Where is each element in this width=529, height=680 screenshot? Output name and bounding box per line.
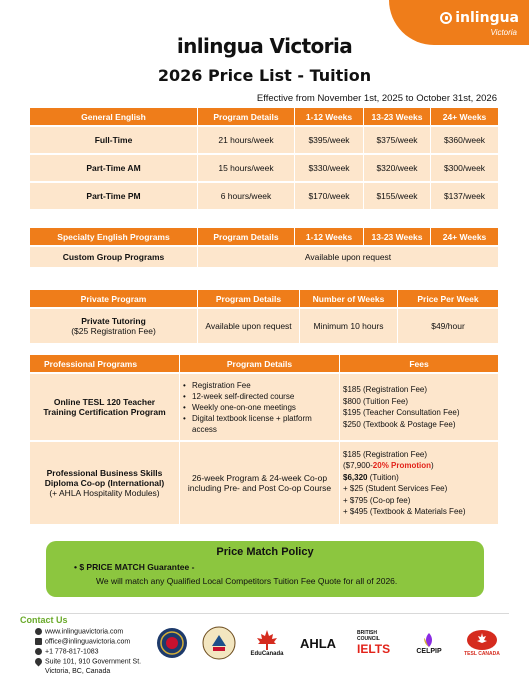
fee-line bbox=[343, 460, 495, 472]
corner-logo bbox=[440, 10, 519, 26]
row-label: Full-Time bbox=[30, 127, 198, 155]
fee-line: + $495 (Textbook & Materials Fee) bbox=[343, 507, 466, 516]
table-cell: Available upon request bbox=[198, 247, 498, 269]
program-name: Diploma Co-op (International) bbox=[44, 478, 165, 488]
header-cell: 13-23 Weeks bbox=[364, 108, 431, 127]
program-details: 26-week Program & 24-week Co-op including Pre- and Post Co-op Course bbox=[180, 442, 340, 526]
languages-canada-seal-logo bbox=[155, 623, 189, 663]
email-text[interactable]: office@inlinguavictoria.com bbox=[45, 638, 131, 646]
tesl-canada-text: TESL CANADA bbox=[464, 651, 500, 657]
list-item: • Digital textbook license + platform access bbox=[183, 413, 336, 435]
header-cell: 1-12 Weeks bbox=[295, 108, 364, 127]
program-name: Training Certification Program bbox=[43, 407, 166, 417]
phone-icon bbox=[35, 648, 42, 655]
celpip-logo bbox=[411, 623, 447, 663]
header-cell: Program Details bbox=[198, 228, 295, 247]
program-name-sub: (+ AHLA Hospitality Modules) bbox=[49, 488, 160, 498]
table-cell: $375/week bbox=[364, 127, 431, 155]
fee-tuition-label: (Tuition) bbox=[367, 472, 399, 482]
location-pin-icon bbox=[34, 657, 44, 667]
contact-phone bbox=[35, 648, 99, 655]
row-label: Custom Group Programs bbox=[30, 247, 198, 269]
corner-logo-text: inlingua bbox=[455, 10, 519, 26]
header-cell: Price Per Week bbox=[398, 290, 498, 309]
specialty-english-table bbox=[30, 228, 498, 269]
general-english-table bbox=[30, 108, 498, 211]
globe-icon bbox=[35, 628, 42, 635]
contact-website[interactable] bbox=[35, 628, 123, 635]
table-row bbox=[30, 183, 498, 211]
ielts-text: IELTS bbox=[357, 642, 391, 656]
header-cell: Fees bbox=[340, 355, 498, 374]
effective-date: Effective from November 1st, 2025 to October 31st, 2026 bbox=[256, 93, 497, 104]
bc-education-seal-logo bbox=[201, 623, 237, 663]
row-label-main: Private Tutoring bbox=[81, 316, 146, 326]
program-details bbox=[180, 374, 340, 442]
header-cell: 13-23 Weeks bbox=[364, 228, 431, 247]
policy-guarantee-text: $ PRICE MATCH Guarantee - bbox=[79, 562, 195, 572]
table-header-row bbox=[30, 290, 498, 309]
mail-icon bbox=[35, 638, 42, 645]
header-cell: Private Program bbox=[30, 290, 198, 309]
ielts-logo bbox=[357, 623, 397, 663]
program-name: Professional Business Skills bbox=[46, 468, 163, 478]
edu-canada-text: EduCanada bbox=[250, 651, 284, 657]
header-cell: 24+ Weeks bbox=[431, 108, 498, 127]
policy-title: Price Match Policy bbox=[216, 546, 314, 558]
header-cell: General English bbox=[30, 108, 198, 127]
header-cell: Program Details bbox=[198, 290, 300, 309]
brand-title: inlingua Victoria bbox=[176, 34, 353, 58]
table-cell: Minimum 10 hours bbox=[300, 309, 398, 345]
private-program-table bbox=[30, 290, 498, 345]
table-row bbox=[30, 309, 498, 345]
row-label bbox=[30, 309, 198, 345]
fee-line: $800 (Tuition Fee) bbox=[343, 396, 409, 406]
fee-line: $185 (Registration Fee) bbox=[343, 449, 428, 459]
table-cell: $300/week bbox=[431, 155, 498, 183]
price-match-policy bbox=[46, 541, 484, 597]
edu-canada-logo bbox=[247, 623, 287, 663]
list-item: • Weekly one-on-one meetings bbox=[183, 402, 336, 413]
fee-line: $250 (Textbook & Postage Fee) bbox=[343, 419, 456, 429]
table-cell: $137/week bbox=[431, 183, 498, 211]
fee-line: + $795 (Co-op fee) bbox=[343, 495, 411, 505]
header-cell: Specialty English Programs bbox=[30, 228, 198, 247]
address-line-1: Suite 101, 910 Government St. bbox=[45, 658, 142, 666]
row-label: Part-Time AM bbox=[30, 155, 198, 183]
table-cell: $320/week bbox=[364, 155, 431, 183]
header-cell: Program Details bbox=[198, 108, 295, 127]
contact-address bbox=[35, 658, 141, 665]
table-cell: $395/week bbox=[295, 127, 364, 155]
contact-title: Contact Us bbox=[20, 615, 68, 625]
table-cell: $170/week bbox=[295, 183, 364, 211]
fee-line: + $25 (Student Services Fee) bbox=[343, 484, 448, 493]
phone-text: +1 778-817-1083 bbox=[45, 648, 99, 656]
table-cell: 15 hours/week bbox=[198, 155, 295, 183]
list-item: • Registration Fee bbox=[183, 380, 336, 391]
fee-line: $185 (Registration Fee) bbox=[343, 385, 428, 394]
header-cell: Number of Weeks bbox=[300, 290, 398, 309]
fee-original: ($7,900- bbox=[343, 461, 373, 470]
fee-line: $195 (Teacher Consultation Fee) bbox=[343, 408, 460, 417]
contact-address-2: Victoria, BC, Canada bbox=[45, 668, 111, 675]
british-council-text: BRITISH COUNCIL bbox=[357, 630, 380, 642]
table-header-row bbox=[30, 355, 498, 374]
table-row bbox=[30, 442, 498, 526]
list-item: • 12-week self-directed course bbox=[183, 391, 336, 402]
table-cell: 6 hours/week bbox=[198, 183, 295, 211]
fee-original-close: ) bbox=[431, 461, 434, 470]
row-label: Part-Time PM bbox=[30, 183, 198, 211]
footer-divider bbox=[20, 613, 509, 614]
corner-sub-text: Victoria bbox=[490, 28, 517, 37]
website-text[interactable]: www.inlinguavictoria.com bbox=[45, 628, 124, 636]
table-header-row bbox=[30, 228, 498, 247]
header-cell: 1-12 Weeks bbox=[295, 228, 364, 247]
row-label bbox=[30, 442, 180, 526]
table-cell: 21 hours/week bbox=[198, 127, 295, 155]
program-fees bbox=[340, 374, 498, 442]
table-cell: $49/hour bbox=[398, 309, 498, 345]
ahla-text: AHLA bbox=[299, 635, 337, 651]
table-header-row bbox=[30, 108, 498, 127]
policy-guarantee: • $ PRICE MATCH Guarantee - bbox=[74, 562, 195, 572]
table-row bbox=[30, 127, 498, 155]
table-row bbox=[30, 155, 498, 183]
header-cell: Program Details bbox=[180, 355, 340, 374]
fee-tuition-amount: $6,320 bbox=[343, 472, 368, 482]
table-cell: $330/week bbox=[295, 155, 364, 183]
table-row bbox=[30, 247, 498, 269]
program-fees bbox=[340, 442, 498, 526]
inlingua-logo-icon bbox=[440, 12, 452, 24]
ahla-logo bbox=[297, 623, 339, 663]
table-cell: Available upon request bbox=[198, 309, 300, 345]
contact-email[interactable] bbox=[35, 638, 130, 645]
page-title: 2026 Price List - Tuition bbox=[157, 66, 372, 85]
policy-text: We will match any Qualified Local Competitors Tuition Fee Quote for all of 2026. bbox=[96, 576, 398, 586]
header-cell: Professional Programs bbox=[30, 355, 180, 374]
celpip-text: CELPIP bbox=[416, 647, 442, 655]
program-name: Online TESL 120 Teacher bbox=[53, 397, 156, 407]
professional-programs-table bbox=[30, 355, 498, 526]
promo-text: 20% Promotion bbox=[372, 461, 432, 470]
table-cell: $155/week bbox=[364, 183, 431, 211]
tesl-canada-logo bbox=[460, 623, 504, 663]
table-row bbox=[30, 374, 498, 442]
fee-line bbox=[343, 472, 495, 484]
table-cell: $360/week bbox=[431, 127, 498, 155]
row-label-sub: ($25 Registration Fee) bbox=[71, 326, 156, 336]
header-cell: 24+ Weeks bbox=[431, 228, 498, 247]
row-label bbox=[30, 374, 180, 442]
